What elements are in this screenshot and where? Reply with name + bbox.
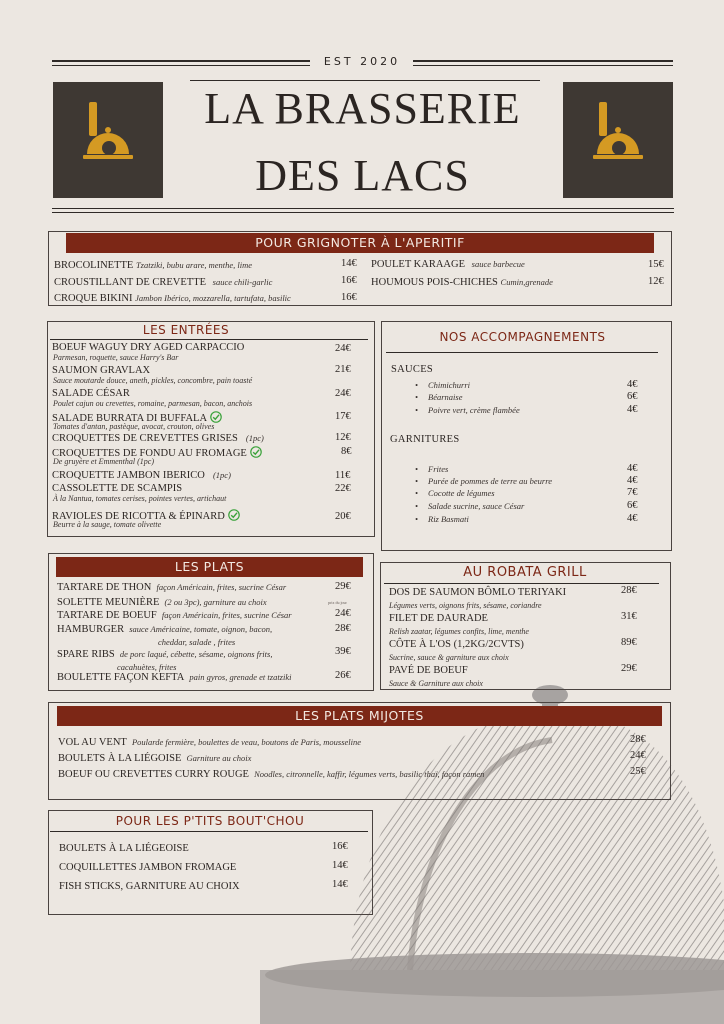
enfants-title: POUR LES P'TITS BOUT'CHOU (115, 814, 305, 828)
robata-item-price: 29€ (621, 663, 637, 674)
enfant-item-price: 14€ (332, 860, 348, 871)
item-desc-cont: cacahuètes, frites (117, 662, 177, 672)
garniture-bullet: • (415, 488, 418, 498)
item-desc: façon Américain, frites, sucrine César (154, 582, 287, 592)
item-price: 28€ (630, 734, 646, 745)
item-name: HAMBURGER (57, 624, 125, 635)
robata-item-price: 28€ (621, 585, 637, 596)
item-price: 28€ (335, 623, 351, 634)
sauce-name: Chimichurri (428, 380, 471, 390)
enfant-item-name: FISH STICKS, GARNITURE AU CHOIX (59, 881, 240, 892)
entree-item-name (52, 470, 231, 481)
garniture-price: 4€ (627, 513, 638, 524)
header-bottom-rule-2 (52, 212, 674, 213)
robata-item-name: FILET DE DAURADE (389, 613, 488, 624)
item-name: SAUMON GRAVLAX (52, 365, 151, 376)
mijote-item (58, 753, 251, 764)
sauce-price: 4€ (627, 379, 638, 390)
item-price: 16€ (341, 275, 357, 286)
item-desc: Cumin,grenade (500, 277, 553, 287)
item-name: CROQUE BIKINI (54, 293, 133, 304)
item-desc: (2 ou 3pc), garniture au choix (162, 597, 267, 607)
item-price: 12€ (335, 432, 351, 443)
item-price: prix du jour (328, 600, 347, 605)
mijote-item (58, 737, 361, 748)
menu-item (371, 277, 553, 288)
item-extra: (1pc) (210, 470, 231, 480)
menu-item (54, 277, 272, 288)
item-name: BOEUF WAGUY DRY AGED CARPACCIO (52, 342, 245, 353)
item-price: 25€ (630, 766, 646, 777)
item-price: 12€ (648, 276, 664, 287)
menu-item (54, 260, 252, 271)
entrees-title: LES ENTRÉES (142, 323, 230, 337)
sauces-label: SAUCES (391, 364, 434, 375)
restaurant-title-line1: LA BRASSERIE (204, 84, 521, 133)
accompagnements-title-rule (386, 352, 658, 353)
vegetarian-check-icon (250, 446, 262, 458)
menu-item (54, 293, 291, 304)
sauce-bullet: • (415, 392, 418, 402)
plat-item (57, 597, 267, 608)
item-desc-cont: cheddar, salade , frites (158, 637, 236, 647)
garnitures-label: GARNITURES (390, 434, 460, 445)
plat-item (57, 649, 272, 660)
garniture-bullet: • (415, 514, 418, 524)
item-price: 11€ (335, 470, 351, 481)
item-desc: Garniture au choix (184, 753, 252, 763)
garniture-name: Purée de pommes de terre au beurre (428, 476, 553, 486)
entree-item-name (52, 342, 244, 353)
mijotes-title: LES PLATS MIJOTES (57, 706, 662, 726)
item-desc: sauce Américaine, tomate, oignon, bacon, (127, 624, 273, 634)
entree-item-name (52, 388, 130, 399)
item-name: HOUMOUS POIS-CHICHES (371, 277, 498, 288)
mijote-item (58, 769, 484, 780)
item-name: CROUSTILLANT DE CREVETTE (54, 277, 207, 288)
plat-item (57, 672, 292, 683)
item-desc: sauce chili-garlic (212, 277, 273, 287)
robata-item-name: CÔTE À L'OS (1,2KG/2CVTS) (389, 639, 524, 650)
vegetarian-check-icon (228, 509, 240, 521)
robata-item-desc: Légumes verts, oignons frits, sésame, coriandre (389, 601, 542, 610)
item-price: 24€ (335, 343, 351, 354)
top-rule-right (413, 60, 673, 62)
item-desc: Poularde fermière, boulettes de veau, boutons de Paris, mousseline (129, 737, 362, 747)
entree-item-name (52, 433, 264, 444)
item-desc: sauce barbecue (471, 259, 525, 269)
garniture-price: 7€ (627, 487, 638, 498)
aperitif-title: POUR GRIGNOTER À L'APERITIF (66, 233, 654, 253)
item-name: BOULETS À LA LIÉGOISE (58, 753, 182, 764)
robata-item-desc: Relish zaatar, légumes confits, lime, menthe (389, 627, 529, 636)
garniture-bullet: • (415, 501, 418, 511)
item-name: SALADE CÉSAR (52, 388, 130, 399)
logo-left (53, 82, 163, 198)
item-price: 24€ (335, 388, 351, 399)
item-price: 24€ (335, 608, 351, 619)
garniture-name: Riz Basmati (428, 514, 469, 524)
item-name: RAVIOLES DE RICOTTA & ÉPINARD (52, 511, 225, 522)
menu-item (371, 259, 525, 270)
item-price: 16€ (341, 292, 357, 303)
item-name: VOL AU VENT (58, 737, 127, 748)
enfant-item-price: 14€ (332, 879, 348, 890)
plat-item (57, 582, 286, 593)
item-price: 22€ (335, 483, 351, 494)
item-price: 8€ (341, 446, 352, 457)
item-desc: de porc laqué, cébette, sésame, oignons frits, (117, 649, 273, 659)
item-name: TARTARE DE THON (57, 582, 152, 593)
entree-item-name (52, 483, 182, 494)
garniture-price: 4€ (627, 475, 638, 486)
sauce-name: Béarnaise (428, 392, 463, 402)
robata-item-desc: Sauce & Garniture aux choix (389, 679, 483, 688)
item-desc: Noodles, citronnelle, kaffir, légumes verts, basilic thaï, façon ramen (251, 769, 485, 779)
robata-item-price: 31€ (621, 611, 637, 622)
robata-item-name: DOS DE SAUMON BÔMLO TERIYAKI (389, 587, 567, 598)
plats-title: LES PLATS (56, 557, 363, 577)
item-name: TARTARE DE BOEUF (57, 610, 157, 621)
item-desc: Jambon Ibérico, mozzarella, tartufata, basilic (135, 293, 291, 303)
plat-item (57, 610, 292, 621)
plat-item (57, 624, 272, 635)
item-name: CROQUETTE JAMBON IBERICO (52, 470, 205, 481)
sauce-price: 4€ (627, 404, 638, 415)
sauce-name: Poivre vert, crème flambée (428, 405, 520, 415)
item-name: CASSOLETTE DE SCAMPIS (52, 483, 183, 494)
item-name: CROQUETTES DE FONDU AU FROMAGE (52, 448, 247, 459)
restaurant-title-line2: DES LACS (255, 151, 470, 200)
top-rule-right-thin (413, 65, 673, 66)
item-price: 26€ (335, 670, 351, 681)
enfant-item-price: 16€ (332, 841, 348, 852)
logo-right (563, 82, 673, 198)
item-name: BOULETTE FAÇON KEFTA (57, 672, 185, 683)
item-extra: (1pc) (243, 433, 264, 443)
est-label: EST 2020 (323, 55, 401, 68)
item-price: 39€ (335, 646, 351, 657)
item-name: SALADE BURRATA DI BUFFALA (52, 413, 208, 424)
entree-item-name (52, 365, 150, 376)
item-desc: façon Américain, frites, sucrine César (159, 610, 292, 620)
item-name: BROCOLINETTE (54, 260, 134, 271)
enfant-item-name: BOULETS À LA LIÉGEOISE (59, 843, 189, 854)
item-price: 20€ (335, 511, 351, 522)
item-price: 14€ (341, 258, 357, 269)
item-name: BOEUF OU CREVETTES CURRY ROUGE (58, 769, 249, 780)
item-price: 17€ (335, 411, 351, 422)
top-rule-left (52, 60, 310, 62)
item-name: SPARE RIBS (57, 649, 115, 660)
garniture-name: Cocotte de légumes (428, 488, 495, 498)
item-name: POULET KARAAGE (371, 259, 466, 270)
item-price: 29€ (335, 581, 351, 592)
entrees-title-rule (50, 339, 368, 340)
item-name: CROQUETTES DE CREVETTES GRISES (52, 433, 238, 444)
enfants-title-rule (50, 831, 368, 832)
sauce-bullet: • (415, 405, 418, 415)
item-desc: pain gyros, grenade et tzatziki (187, 672, 292, 682)
top-rule-left-thin (52, 65, 310, 66)
enfant-item-name: COQUILLETTES JAMBON FROMAGE (59, 862, 237, 873)
item-desc: Sauce moutarde douce, aneth, pickles, concombre, pain toasté (53, 376, 253, 385)
item-desc: Poulet cajun ou crevettes, romaine, parmesan, bacon, anchois (53, 399, 253, 408)
garniture-price: 4€ (627, 463, 638, 474)
item-desc: À la Nantua, tomates cerises, pointes vertes, artichaut (53, 494, 227, 503)
sauce-bullet: • (415, 380, 418, 390)
accompagnements-title: NOS ACCOMPAGNEMENTS (439, 330, 606, 344)
item-name: SOLETTE MEUNIÈRE (57, 597, 160, 608)
item-desc: Tzatziki, bubu arare, menthe, lime (135, 260, 253, 270)
item-price: 21€ (335, 364, 351, 375)
garniture-name: Frites (428, 464, 449, 474)
cloche-logo-icon (53, 82, 163, 198)
garniture-bullet: • (415, 476, 418, 486)
header-bottom-rule (52, 208, 674, 209)
item-desc: Tomates d'antan, pastèque, avocat, crouton, olives (53, 422, 215, 431)
item-price: 15€ (648, 259, 664, 270)
robata-item-name: PAVÉ DE BOEUF (389, 665, 468, 676)
item-desc: De gruyère et Emmenthal (1pc) (53, 457, 154, 466)
garniture-price: 6€ (627, 500, 638, 511)
title-top-rule (190, 80, 540, 81)
robata-item-desc: Sucrine, sauce & garniture aux choix (389, 653, 509, 662)
cloche-logo-icon (563, 82, 673, 198)
item-desc: Parmesan, roquette, sauce Harry's Bar (53, 353, 179, 362)
robata-title: AU ROBATA GRILL (463, 565, 587, 580)
item-desc: Beurre à la sauge, tomate olivette (53, 520, 162, 529)
sauce-price: 6€ (627, 391, 638, 402)
garniture-bullet: • (415, 464, 418, 474)
robata-item-price: 89€ (621, 637, 637, 648)
robata-title-rule (384, 583, 659, 584)
item-price: 24€ (630, 750, 646, 761)
garniture-name: Salade sucrine, sauce César (428, 501, 525, 511)
